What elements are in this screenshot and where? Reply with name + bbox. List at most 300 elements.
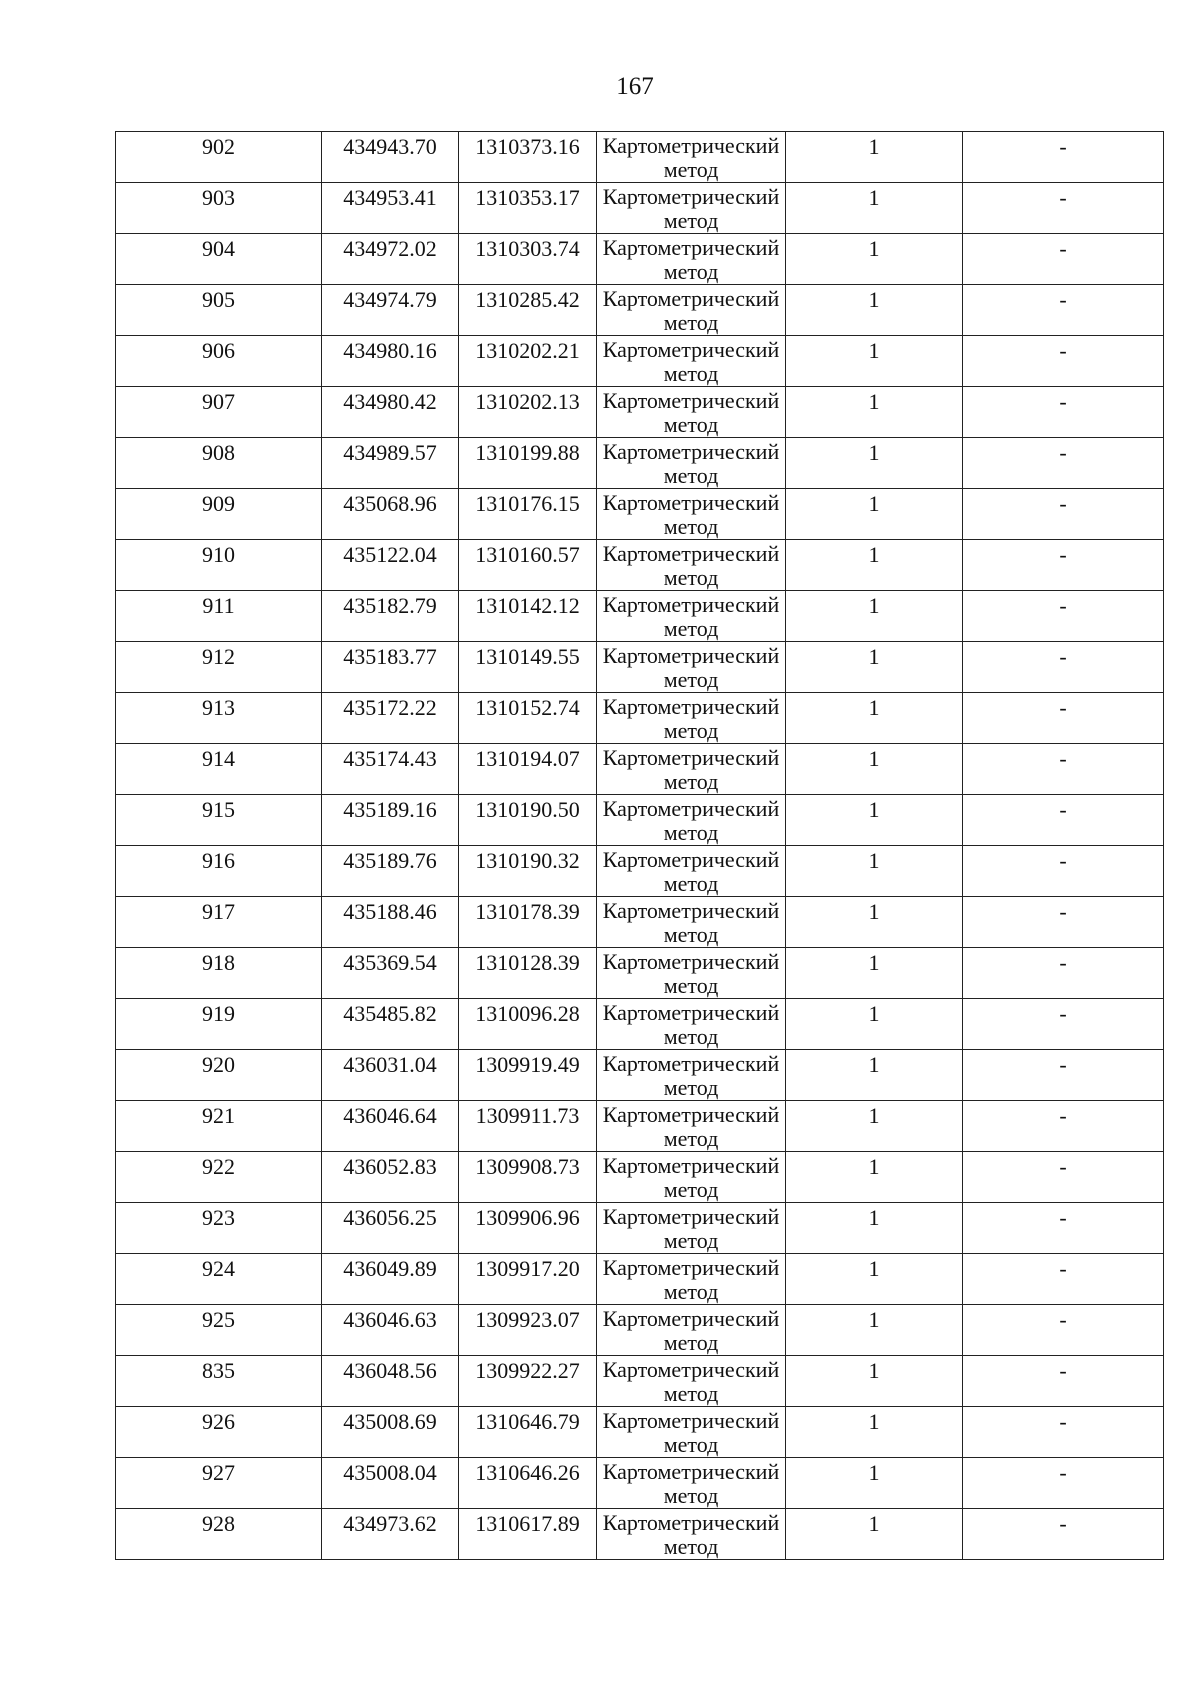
point-number-cell — [116, 387, 322, 438]
y-coordinate-cell — [459, 948, 597, 999]
description-cell-text: - — [1059, 899, 1067, 924]
description-cell — [963, 948, 1164, 999]
y-coordinate-cell — [459, 489, 597, 540]
method-cell — [597, 438, 786, 489]
description-cell-text: - — [1059, 1154, 1067, 1179]
method-cell — [597, 489, 786, 540]
table-row — [116, 540, 1164, 591]
x-coordinate-cell-text: 436046.64 — [343, 1103, 437, 1128]
accuracy-cell — [786, 591, 963, 642]
accuracy-cell — [786, 642, 963, 693]
y-coordinate-cell — [459, 591, 597, 642]
accuracy-cell-text: 1 — [868, 593, 880, 618]
point-number-cell-text: 915 — [202, 797, 235, 822]
accuracy-cell-text: 1 — [868, 491, 880, 516]
y-coordinate-cell — [459, 1203, 597, 1254]
point-number-cell-text: 907 — [202, 389, 235, 414]
x-coordinate-cell — [322, 387, 459, 438]
point-number-cell — [116, 489, 322, 540]
x-coordinate-cell — [322, 948, 459, 999]
description-cell-text: - — [1059, 797, 1067, 822]
description-cell-text: - — [1059, 1256, 1067, 1281]
accuracy-cell — [786, 693, 963, 744]
accuracy-cell-text: 1 — [868, 797, 880, 822]
y-coordinate-cell-text: 1310178.39 — [475, 899, 580, 924]
description-cell — [963, 1050, 1164, 1101]
x-coordinate-cell — [322, 795, 459, 846]
y-coordinate-cell-text: 1310176.15 — [475, 491, 580, 516]
point-number-cell-text: 926 — [202, 1409, 235, 1434]
point-number-cell — [116, 897, 322, 948]
point-number-cell-text: 902 — [202, 134, 235, 159]
table-row — [116, 1101, 1164, 1152]
y-coordinate-cell-text: 1310646.79 — [475, 1409, 580, 1434]
y-coordinate-cell-text: 1310617.89 — [475, 1511, 580, 1536]
y-coordinate-cell — [459, 1101, 597, 1152]
method-cell-text: Картометрический метод — [602, 235, 780, 284]
x-coordinate-cell — [322, 1050, 459, 1101]
y-coordinate-cell — [459, 897, 597, 948]
accuracy-cell-text: 1 — [868, 950, 880, 975]
method-cell — [597, 1509, 786, 1560]
x-coordinate-cell — [322, 1101, 459, 1152]
accuracy-cell — [786, 489, 963, 540]
point-number-cell-text: 909 — [202, 491, 235, 516]
x-coordinate-cell-text: 435008.04 — [343, 1460, 437, 1485]
table-row — [116, 591, 1164, 642]
y-coordinate-cell — [459, 846, 597, 897]
x-coordinate-cell — [322, 1458, 459, 1509]
y-coordinate-cell — [459, 693, 597, 744]
description-cell-text: - — [1059, 746, 1067, 771]
x-coordinate-cell-text: 435172.22 — [343, 695, 437, 720]
method-cell-text: Картометрический метод — [602, 1255, 780, 1304]
point-number-cell — [116, 132, 322, 183]
x-coordinate-cell — [322, 744, 459, 795]
accuracy-cell — [786, 285, 963, 336]
accuracy-cell-text: 1 — [868, 440, 880, 465]
x-coordinate-cell-text: 434943.70 — [343, 134, 437, 159]
description-cell-text: - — [1059, 1001, 1067, 1026]
description-cell-text: - — [1059, 389, 1067, 414]
method-cell — [597, 1101, 786, 1152]
accuracy-cell-text: 1 — [868, 1154, 880, 1179]
accuracy-cell — [786, 948, 963, 999]
y-coordinate-cell — [459, 387, 597, 438]
point-number-cell-text: 905 — [202, 287, 235, 312]
y-coordinate-cell — [459, 438, 597, 489]
x-coordinate-cell-text: 435188.46 — [343, 899, 437, 924]
accuracy-cell — [786, 1356, 963, 1407]
table-row — [116, 285, 1164, 336]
y-coordinate-cell-text: 1310353.17 — [475, 185, 580, 210]
y-coordinate-cell — [459, 999, 597, 1050]
accuracy-cell-text: 1 — [868, 848, 880, 873]
method-cell-text: Картометрический метод — [602, 184, 780, 233]
point-number-cell — [116, 285, 322, 336]
x-coordinate-cell-text: 435183.77 — [343, 644, 437, 669]
method-cell — [597, 999, 786, 1050]
method-cell — [597, 1305, 786, 1356]
coordinates-table — [115, 131, 1164, 1560]
x-coordinate-cell — [322, 234, 459, 285]
y-coordinate-cell — [459, 132, 597, 183]
accuracy-cell-text: 1 — [868, 1358, 880, 1383]
method-cell-text: Картометрический метод — [602, 1510, 780, 1559]
table-row — [116, 132, 1164, 183]
x-coordinate-cell — [322, 183, 459, 234]
x-coordinate-cell-text: 434953.41 — [343, 185, 437, 210]
method-cell — [597, 948, 786, 999]
table-row — [116, 846, 1164, 897]
description-cell — [963, 897, 1164, 948]
accuracy-cell-text: 1 — [868, 1409, 880, 1434]
y-coordinate-cell-text: 1309919.49 — [475, 1052, 580, 1077]
method-cell-text: Картометрический метод — [602, 439, 780, 488]
description-cell-text: - — [1059, 236, 1067, 261]
description-cell — [963, 795, 1164, 846]
accuracy-cell — [786, 999, 963, 1050]
description-cell-text: - — [1059, 1460, 1067, 1485]
accuracy-cell — [786, 183, 963, 234]
y-coordinate-cell-text: 1310149.55 — [475, 644, 580, 669]
x-coordinate-cell — [322, 1407, 459, 1458]
x-coordinate-cell-text: 436046.63 — [343, 1307, 437, 1332]
description-cell — [963, 1101, 1164, 1152]
x-coordinate-cell — [322, 1203, 459, 1254]
y-coordinate-cell — [459, 795, 597, 846]
accuracy-cell — [786, 897, 963, 948]
point-number-cell — [116, 948, 322, 999]
description-cell-text: - — [1059, 1307, 1067, 1332]
table-row — [116, 1509, 1164, 1560]
description-cell-text: - — [1059, 950, 1067, 975]
x-coordinate-cell-text: 435182.79 — [343, 593, 437, 618]
method-cell — [597, 1458, 786, 1509]
description-cell — [963, 1152, 1164, 1203]
table-row — [116, 693, 1164, 744]
x-coordinate-cell-text: 434980.16 — [343, 338, 437, 363]
point-number-cell-text: 906 — [202, 338, 235, 363]
y-coordinate-cell — [459, 540, 597, 591]
accuracy-cell-text: 1 — [868, 1001, 880, 1026]
point-number-cell-text: 916 — [202, 848, 235, 873]
point-number-cell — [116, 1356, 322, 1407]
point-number-cell — [116, 1254, 322, 1305]
x-coordinate-cell — [322, 1509, 459, 1560]
description-cell — [963, 387, 1164, 438]
method-cell — [597, 795, 786, 846]
x-coordinate-cell-text: 435068.96 — [343, 491, 437, 516]
method-cell — [597, 1152, 786, 1203]
description-cell — [963, 1254, 1164, 1305]
y-coordinate-cell-text: 1310160.57 — [475, 542, 580, 567]
method-cell-text: Картометрический метод — [602, 745, 780, 794]
point-number-cell-text: 924 — [202, 1256, 235, 1281]
x-coordinate-cell-text: 434974.79 — [343, 287, 437, 312]
point-number-cell — [116, 1050, 322, 1101]
table-row — [116, 795, 1164, 846]
method-cell-text: Картометрический метод — [602, 592, 780, 641]
y-coordinate-cell-text: 1309922.27 — [475, 1358, 580, 1383]
method-cell — [597, 744, 786, 795]
method-cell-text: Картометрический метод — [602, 286, 780, 335]
page-number: 167 — [616, 73, 654, 100]
description-cell — [963, 846, 1164, 897]
description-cell-text: - — [1059, 1511, 1067, 1536]
method-cell-text: Картометрический метод — [602, 1408, 780, 1457]
method-cell — [597, 183, 786, 234]
table-row — [116, 1254, 1164, 1305]
description-cell — [963, 1407, 1164, 1458]
x-coordinate-cell-text: 434989.57 — [343, 440, 437, 465]
method-cell-text: Картометрический метод — [602, 1000, 780, 1049]
point-number-cell-text: 913 — [202, 695, 235, 720]
x-coordinate-cell-text: 436031.04 — [343, 1052, 437, 1077]
method-cell-text: Картометрический метод — [602, 337, 780, 386]
point-number-cell — [116, 1458, 322, 1509]
point-number-cell — [116, 234, 322, 285]
point-number-cell — [116, 642, 322, 693]
point-number-cell — [116, 1509, 322, 1560]
description-cell — [963, 489, 1164, 540]
y-coordinate-cell — [459, 1407, 597, 1458]
table-row — [116, 1407, 1164, 1458]
description-cell — [963, 1509, 1164, 1560]
accuracy-cell-text: 1 — [868, 1103, 880, 1128]
accuracy-cell — [786, 1407, 963, 1458]
method-cell — [597, 693, 786, 744]
point-number-cell-text: 922 — [202, 1154, 235, 1179]
x-coordinate-cell-text: 436048.56 — [343, 1358, 437, 1383]
method-cell-text: Картометрический метод — [602, 1306, 780, 1355]
accuracy-cell-text: 1 — [868, 287, 880, 312]
x-coordinate-cell-text: 436052.83 — [343, 1154, 437, 1179]
x-coordinate-cell — [322, 336, 459, 387]
table-row — [116, 744, 1164, 795]
accuracy-cell — [786, 132, 963, 183]
y-coordinate-cell-text: 1309908.73 — [475, 1154, 580, 1179]
description-cell — [963, 234, 1164, 285]
table-row — [116, 1305, 1164, 1356]
description-cell — [963, 1458, 1164, 1509]
table-row — [116, 336, 1164, 387]
method-cell — [597, 1356, 786, 1407]
description-cell — [963, 591, 1164, 642]
point-number-cell-text: 910 — [202, 542, 235, 567]
x-coordinate-cell — [322, 1254, 459, 1305]
y-coordinate-cell-text: 1310128.39 — [475, 950, 580, 975]
accuracy-cell-text: 1 — [868, 389, 880, 414]
point-number-cell-text: 921 — [202, 1103, 235, 1128]
method-cell-text: Картометрический метод — [602, 388, 780, 437]
x-coordinate-cell — [322, 132, 459, 183]
point-number-cell — [116, 1203, 322, 1254]
description-cell-text: - — [1059, 1205, 1067, 1230]
method-cell — [597, 1407, 786, 1458]
method-cell — [597, 387, 786, 438]
x-coordinate-cell — [322, 285, 459, 336]
table-row — [116, 489, 1164, 540]
accuracy-cell-text: 1 — [868, 1460, 880, 1485]
table-row — [116, 438, 1164, 489]
method-cell — [597, 234, 786, 285]
point-number-cell-text: 912 — [202, 644, 235, 669]
method-cell-text: Картометрический метод — [602, 949, 780, 998]
y-coordinate-cell-text: 1310303.74 — [475, 236, 580, 261]
method-cell-text: Картометрический метод — [602, 796, 780, 845]
table-row — [116, 1356, 1164, 1407]
y-coordinate-cell — [459, 285, 597, 336]
description-cell-text: - — [1059, 491, 1067, 516]
y-coordinate-cell-text: 1310096.28 — [475, 1001, 580, 1026]
description-cell — [963, 1305, 1164, 1356]
method-cell-text: Картометрический метод — [602, 1153, 780, 1202]
accuracy-cell-text: 1 — [868, 338, 880, 363]
y-coordinate-cell — [459, 234, 597, 285]
y-coordinate-cell-text: 1310285.42 — [475, 287, 580, 312]
point-number-cell — [116, 795, 322, 846]
description-cell — [963, 336, 1164, 387]
point-number-cell — [116, 183, 322, 234]
description-cell-text: - — [1059, 1103, 1067, 1128]
accuracy-cell — [786, 387, 963, 438]
point-number-cell-text: 903 — [202, 185, 235, 210]
description-cell-text: - — [1059, 542, 1067, 567]
accuracy-cell — [786, 540, 963, 591]
x-coordinate-cell — [322, 1305, 459, 1356]
method-cell-text: Картометрический метод — [602, 1204, 780, 1253]
method-cell-text: Картометрический метод — [602, 898, 780, 947]
point-number-cell — [116, 438, 322, 489]
x-coordinate-cell — [322, 591, 459, 642]
description-cell — [963, 744, 1164, 795]
accuracy-cell — [786, 1152, 963, 1203]
y-coordinate-cell — [459, 1254, 597, 1305]
description-cell — [963, 285, 1164, 336]
method-cell — [597, 591, 786, 642]
table-row — [116, 1152, 1164, 1203]
accuracy-cell-text: 1 — [868, 185, 880, 210]
x-coordinate-cell — [322, 642, 459, 693]
accuracy-cell-text: 1 — [868, 236, 880, 261]
table-row — [116, 642, 1164, 693]
method-cell — [597, 642, 786, 693]
y-coordinate-cell — [459, 744, 597, 795]
method-cell-text: Картометрический метод — [602, 643, 780, 692]
table-row — [116, 897, 1164, 948]
point-number-cell-text: 927 — [202, 1460, 235, 1485]
point-number-cell-text: 923 — [202, 1205, 235, 1230]
accuracy-cell — [786, 234, 963, 285]
point-number-cell — [116, 336, 322, 387]
description-cell-text: - — [1059, 134, 1067, 159]
method-cell-text: Картометрический метод — [602, 1051, 780, 1100]
method-cell-text: Картометрический метод — [602, 1357, 780, 1406]
y-coordinate-cell — [459, 1509, 597, 1560]
accuracy-cell-text: 1 — [868, 899, 880, 924]
accuracy-cell-text: 1 — [868, 746, 880, 771]
method-cell-text: Картометрический метод — [602, 694, 780, 743]
description-cell-text: - — [1059, 848, 1067, 873]
point-number-cell-text: 925 — [202, 1307, 235, 1332]
accuracy-cell-text: 1 — [868, 1307, 880, 1332]
description-cell — [963, 540, 1164, 591]
x-coordinate-cell-text: 434972.02 — [343, 236, 437, 261]
method-cell-text: Картометрический метод — [602, 133, 780, 182]
x-coordinate-cell-text: 435122.04 — [343, 542, 437, 567]
accuracy-cell-text: 1 — [868, 644, 880, 669]
accuracy-cell-text: 1 — [868, 1205, 880, 1230]
point-number-cell — [116, 693, 322, 744]
x-coordinate-cell — [322, 999, 459, 1050]
method-cell — [597, 336, 786, 387]
y-coordinate-cell-text: 1309917.20 — [475, 1256, 580, 1281]
method-cell-text: Картометрический метод — [602, 541, 780, 590]
y-coordinate-cell-text: 1310373.16 — [475, 134, 580, 159]
y-coordinate-cell — [459, 642, 597, 693]
x-coordinate-cell-text: 434973.62 — [343, 1511, 437, 1536]
point-number-cell — [116, 1101, 322, 1152]
x-coordinate-cell — [322, 540, 459, 591]
point-number-cell — [116, 846, 322, 897]
description-cell — [963, 132, 1164, 183]
accuracy-cell — [786, 846, 963, 897]
y-coordinate-cell — [459, 1152, 597, 1203]
accuracy-cell-text: 1 — [868, 1256, 880, 1281]
point-number-cell — [116, 1152, 322, 1203]
method-cell — [597, 897, 786, 948]
description-cell-text: - — [1059, 593, 1067, 618]
x-coordinate-cell — [322, 438, 459, 489]
coordinates-table-body — [116, 132, 1164, 1560]
accuracy-cell — [786, 1458, 963, 1509]
point-number-cell — [116, 999, 322, 1050]
y-coordinate-cell-text: 1310152.74 — [475, 695, 580, 720]
y-coordinate-cell-text: 1310190.50 — [475, 797, 580, 822]
description-cell — [963, 693, 1164, 744]
x-coordinate-cell-text: 435189.16 — [343, 797, 437, 822]
point-number-cell-text: 908 — [202, 440, 235, 465]
accuracy-cell — [786, 1203, 963, 1254]
accuracy-cell — [786, 1254, 963, 1305]
description-cell — [963, 999, 1164, 1050]
method-cell-text: Картометрический метод — [602, 847, 780, 896]
description-cell — [963, 438, 1164, 489]
accuracy-cell — [786, 744, 963, 795]
method-cell-text: Картометрический метод — [602, 1102, 780, 1151]
method-cell — [597, 1203, 786, 1254]
point-number-cell — [116, 591, 322, 642]
y-coordinate-cell-text: 1310646.26 — [475, 1460, 580, 1485]
x-coordinate-cell-text: 435369.54 — [343, 950, 437, 975]
accuracy-cell — [786, 438, 963, 489]
y-coordinate-cell-text: 1310142.12 — [475, 593, 580, 618]
x-coordinate-cell-text: 435008.69 — [343, 1409, 437, 1434]
y-coordinate-cell-text: 1310202.13 — [475, 389, 580, 414]
description-cell — [963, 1356, 1164, 1407]
y-coordinate-cell-text: 1309923.07 — [475, 1307, 580, 1332]
description-cell-text: - — [1059, 338, 1067, 363]
table-row — [116, 183, 1164, 234]
table-row — [116, 1203, 1164, 1254]
table-row — [116, 1050, 1164, 1101]
description-cell-text: - — [1059, 185, 1067, 210]
table-row — [116, 234, 1164, 285]
method-cell-text: Картометрический метод — [602, 490, 780, 539]
point-number-cell-text: 928 — [202, 1511, 235, 1536]
description-cell — [963, 183, 1164, 234]
